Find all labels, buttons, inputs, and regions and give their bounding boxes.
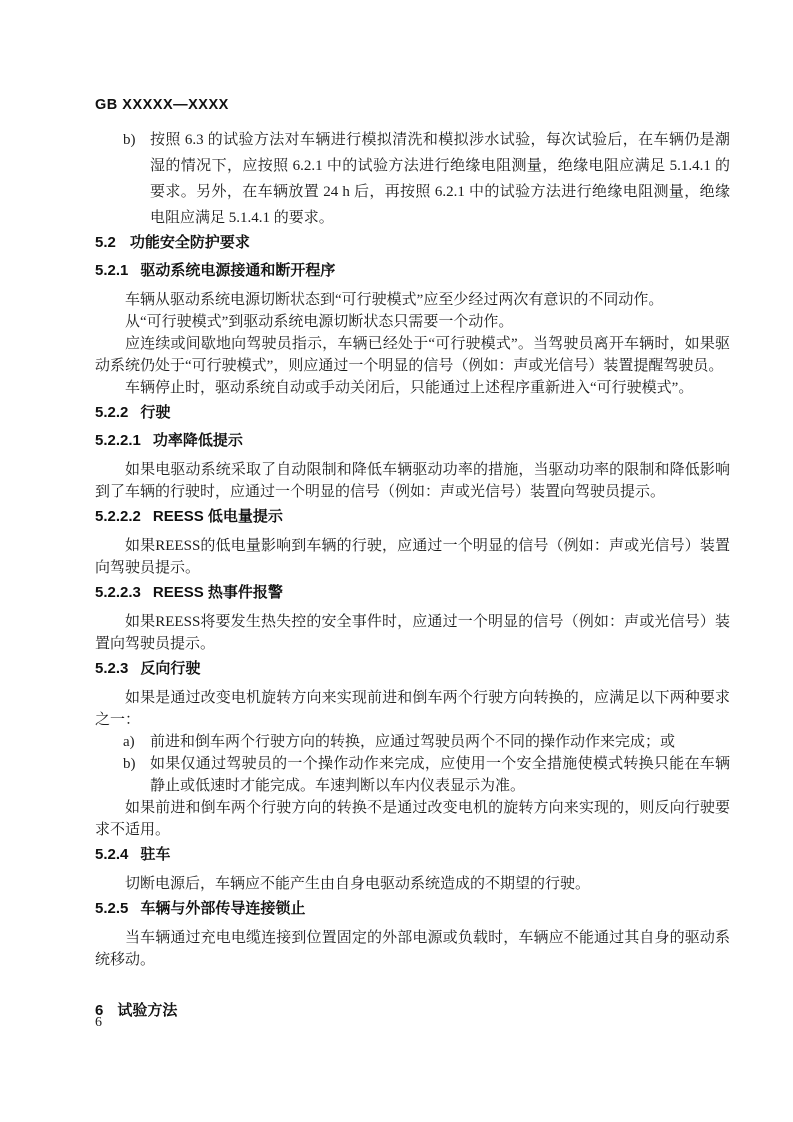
heading-number: 5.2.2 [95, 404, 129, 421]
list-marker: b) [123, 756, 136, 772]
paragraph: 如果前进和倒车两个行驶方向的转换不是通过改变电机的旋转方向来实现的，则反向行驶要求不适用。 [95, 800, 730, 838]
list-item-text: 如果仅通过驾驶员的一个操作动作来完成，应使用一个安全措施使模式转换只能在车辆静止或低速时才能完成。车速判断以车内仪表显示为准。 [150, 756, 730, 794]
list-item-b [95, 127, 730, 231]
heading-5-2-3 [95, 659, 730, 679]
page-content [95, 97, 730, 1029]
heading-6 [95, 1001, 730, 1021]
standard-number-header: GB XXXXX—XXXX [95, 97, 229, 113]
list-item-a [95, 731, 730, 753]
heading-5-2-2 [95, 403, 730, 423]
heading-number: 5.2.2.3 [95, 584, 141, 601]
heading-number: 5.2.2.1 [95, 432, 141, 449]
heading-5-2-2-3 [95, 583, 730, 603]
paragraph: 如果是通过改变电机旋转方向来实现前进和倒车两个行驶方向转换的，应满足以下两种要求之一： [95, 690, 730, 728]
heading-title: 反向行驶 [140, 660, 201, 677]
list-item-text: 按照 6.3 的试验方法对车辆进行模拟清洗和模拟涉水试验，每次试验后，在车辆仍是潮湿的情况下，应按照 6.2.1 中的试验方法进行绝缘电阻测量，绝缘电阻应满足 5.1.4.1 的要求。另外，在车辆放置 24 h 后，再按照 6.2.1 中的试验方法进行绝缘电阻测量，绝缘电阻应满足 5.1.4.1 的要求。 [150, 132, 730, 226]
paragraph: 如果REESS的低电量影响到车辆的行驶，应通过一个明显的信号（例如：声或光信号）装置向驾驶员提示。 [95, 538, 730, 576]
heading-title: 驻车 [140, 846, 171, 863]
heading-number: 5.2.2.2 [95, 508, 141, 525]
paragraph: 应连续或间歇地向驾驶员指示，车辆已经处于“可行驶模式”。当驾驶员离开车辆时，如果驱动系统仍处于“可行驶模式”，则应通过一个明显的信号（例如：声或光信号）装置提醒驾驶员。 [95, 336, 730, 374]
heading-number: 5.2.4 [95, 846, 129, 863]
paragraph: 当车辆通过充电电缆连接到位置固定的外部电源或负载时，车辆应不能通过其自身的驱动系统移动。 [95, 930, 730, 968]
list-item-b2 [95, 753, 730, 797]
heading-5-2-2-1 [95, 431, 730, 451]
paragraph: 从“可行驶模式”到驱动系统电源切断状态只需要一个动作。 [125, 314, 514, 330]
paragraph: 如果REESS将要发生热失控的安全事件时，应通过一个明显的信号（例如：声或光信号）装置向驾驶员提示。 [95, 614, 730, 652]
paragraph: 车辆停止时，驱动系统自动或手动关闭后，只能通过上述程序重新进入“可行驶模式”。 [125, 380, 694, 396]
heading-5-2-5 [95, 899, 730, 919]
heading-number: 6 [95, 1002, 104, 1019]
heading-title: 驱动系统电源接通和断开程序 [140, 262, 336, 279]
list-marker: b) [123, 132, 136, 148]
list-marker: a) [123, 734, 135, 750]
paragraph: 车辆从驱动系统电源切断状态到“可行驶模式”应至少经过两次有意识的不同动作。 [125, 292, 664, 308]
heading-5-2-4 [95, 845, 730, 865]
heading-5-2 [95, 233, 730, 253]
heading-number: 5.2.5 [95, 900, 129, 917]
paragraph: 切断电源后，车辆应不能产生由自身电驱动系统造成的不期望的行驶。 [125, 876, 591, 892]
list-item-text: 前进和倒车两个行驶方向的转换，应通过驾驶员两个不同的操作动作来完成；或 [150, 734, 676, 750]
paragraph: 如果电驱动系统采取了自动限制和降低车辆驱动功率的措施，当驱动功率的限制和降低影响到了车辆的行驶时，应通过一个明显的信号（例如：声或光信号）装置向驾驶员提示。 [95, 462, 730, 500]
heading-title: REESS 低电量提示 [152, 508, 283, 525]
heading-number: 5.2.1 [95, 262, 129, 279]
heading-title: 功率降低提示 [152, 432, 243, 449]
heading-title: 车辆与外部传导连接锁止 [140, 900, 306, 917]
page-number: 6 [95, 1015, 102, 1030]
heading-title: 行驶 [140, 404, 171, 421]
heading-title: 功能安全防护要求 [129, 234, 250, 251]
heading-5-2-2-2 [95, 507, 730, 527]
heading-title: REESS 热事件报警 [152, 584, 283, 601]
heading-title: 试验方法 [117, 1002, 178, 1019]
heading-number: 5.2.3 [95, 660, 129, 677]
heading-number: 5.2 [95, 234, 116, 251]
heading-5-2-1 [95, 261, 730, 281]
